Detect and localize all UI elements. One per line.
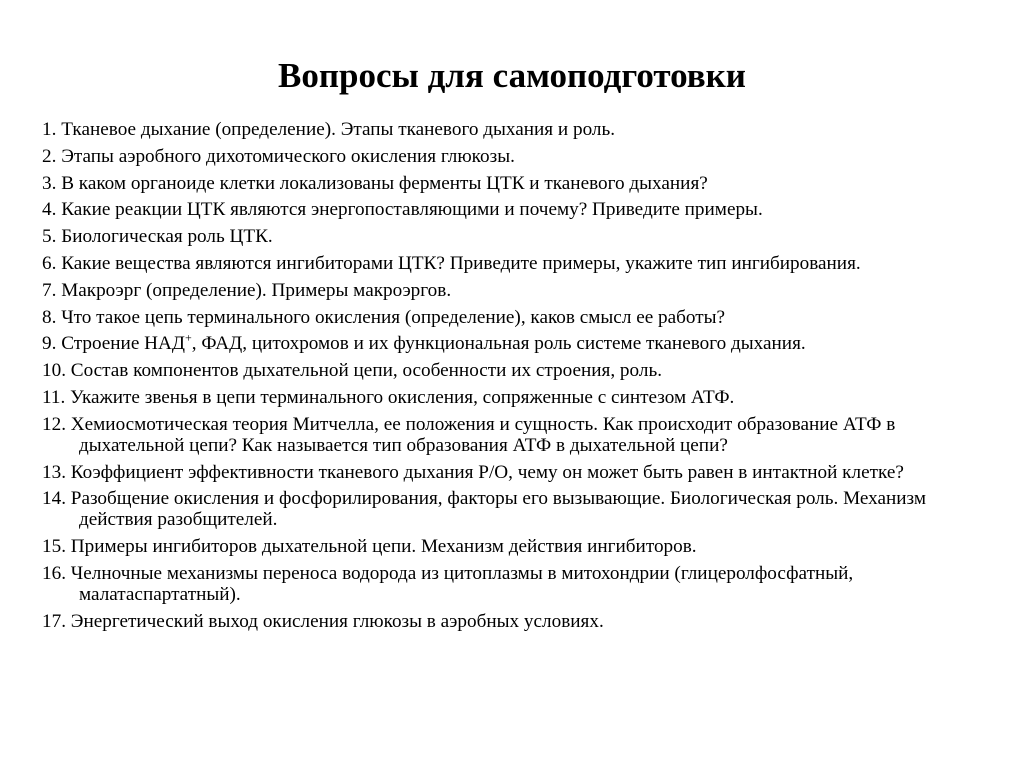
- question-item: 2. Этапы аэробного дихотомического окисления глюкозы.: [42, 145, 515, 167]
- question-item: 4. Какие реакции ЦТК являются энергопоставляющими и почему? Приведите примеры.: [42, 199, 763, 221]
- question-item: 14. Разобщение окисления и фосфорилирования, факторы его вызывающие. Биологическая роль. Механизм действия разобщителей.: [42, 488, 926, 531]
- superscript-plus: +: [184, 330, 192, 345]
- question-item: 10. Состав компонентов дыхательной цепи, особенности их строения, роль.: [42, 360, 662, 382]
- question-item: 13. Коэффициент эффективности тканевого дыхания Р/О, чему он может быть равен в интактной клетке?: [42, 461, 904, 483]
- slide-title: Вопросы для самоподготовки: [278, 56, 746, 95]
- question-item: 6. Какие вещества являются ингибиторами ЦТК? Приведите примеры, укажите тип ингибирования.: [42, 252, 861, 274]
- question-item: 7. Макроэрг (определение). Примеры макроэргов.: [42, 279, 452, 301]
- question-item: 11. Укажите звенья в цепи терминального окисления, сопряженные с синтезом АТФ.: [42, 386, 735, 408]
- question-list: [42, 119, 1002, 632]
- question-item: 15. Примеры ингибиторов дыхательной цепи. Механизм действия ингибиторов.: [42, 536, 697, 558]
- question-item: 8. Что такое цепь терминального окисления (определение), каков смысл ее работы?: [42, 306, 726, 328]
- question-text-before: 9. Строение НАД: [42, 333, 185, 355]
- question-item: 17. Энергетический выход окисления глюкозы в аэробных условиях.: [42, 610, 604, 632]
- question-item: 5. Биологическая роль ЦТК.: [42, 226, 273, 248]
- question-item: [42, 330, 1002, 355]
- question-item: 1. Тканевое дыхание (определение). Этапы тканевого дыхания и роль.: [42, 119, 616, 140]
- question-item: 3. В каком органоиде клетки локализованы ферменты ЦТК и тканевого дыхания?: [42, 172, 708, 194]
- question-item: 16. Челночные механизмы переноса водорода из цитоплазмы в митохондрии (глицеролфосфатный, малатаспартатный).: [42, 562, 854, 605]
- question-item: 12. Хемиосмотическая теория Митчелла, ее положения и сущность. Как происходит образование АТФ в дыхательной цепи? Как называется тип образования АТФ в дыхательной цепи?: [42, 413, 896, 456]
- question-text-after: , ФАД, цитохромов и их функциональная роль системе тканевого дыхания.: [191, 333, 806, 355]
